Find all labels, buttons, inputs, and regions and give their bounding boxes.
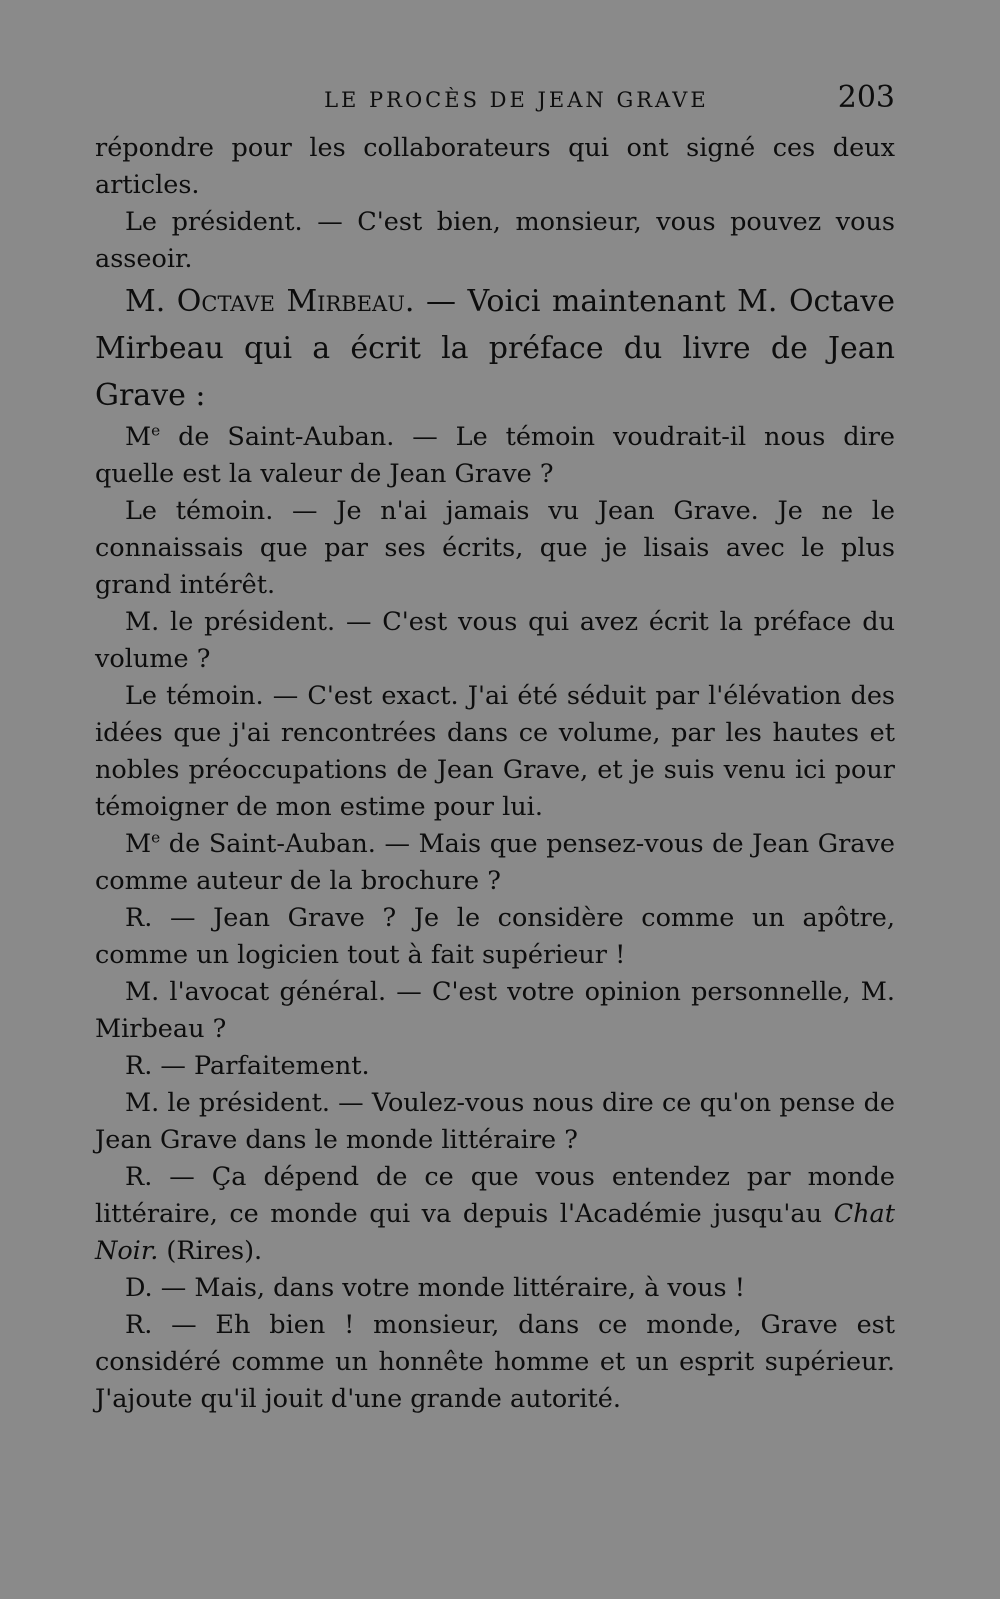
paragraph-text: R. — Ça dépend de ce que vous entendez par monde littéraire, ce monde qui va depuis l'Académie jusqu'au	[95, 1162, 895, 1229]
paragraph: Le témoin. — Je n'ai jamais vu Jean Grave. Je ne le connaissais que par ses écrits, que je lisais avec le plus grand intérêt.	[95, 496, 895, 600]
title-abbrev: M	[125, 422, 152, 452]
paragraph-text: (Rires).	[158, 1236, 263, 1266]
running-head: LE PROCÈS DE JEAN GRAVE	[324, 88, 709, 112]
paragraph: Le témoin. — C'est exact. J'ai été séduit par l'élévation des idées que j'ai rencontrées dans ce volume, par les hautes et nobles préoccupations de Jean Grave, et je suis venu ici pour témoigner de mon estime pour lui.	[95, 681, 895, 822]
title-abbrev: M	[125, 829, 152, 859]
book-page	[95, 80, 895, 1418]
paragraph: D. — Mais, dans votre monde littéraire, à vous !	[125, 1273, 745, 1303]
paragraph	[95, 826, 895, 900]
page-number: 203	[837, 80, 895, 115]
superscript: e	[151, 421, 161, 440]
paragraph-text: de Saint-Auban. — Mais que pensez-vous de Jean Grave comme auteur de la brochure ?	[95, 829, 895, 896]
paragraph-text: — Voici maintenant M. Octave Mirbeau qui a écrit la préface du livre de Jean Grave :	[95, 284, 895, 413]
paragraph	[95, 419, 895, 493]
paragraph: répondre pour les collaborateurs qui ont signé ces deux articles.	[95, 133, 895, 200]
speaker-name: M. Octave Mirbeau.	[125, 284, 415, 319]
paragraph	[95, 1159, 895, 1270]
paragraph-text: de Saint-Auban. — Le témoin voudrait-il nous dire quelle est la valeur de Jean Grave ?	[95, 422, 895, 489]
superscript: e	[151, 828, 161, 847]
paragraph: R. — Eh bien ! monsieur, dans ce monde, Grave est considéré comme un honnête homme et un esprit supérieur. J'ajoute qu'il jouit d'une grande autorité.	[95, 1310, 895, 1414]
page-header	[95, 80, 895, 130]
paragraph: R. — Jean Grave ? Je le considère comme un apôtre, comme un logicien tout à fait supérieur !	[95, 903, 895, 970]
paragraph: M. le président. — Voulez-vous nous dire ce qu'on pense de Jean Grave dans le monde littéraire ?	[95, 1088, 895, 1155]
paragraph: M. l'avocat général. — C'est votre opinion personnelle, M. Mirbeau ?	[95, 977, 895, 1044]
body-text	[95, 130, 895, 1418]
paragraph: R. — Parfaitement.	[125, 1051, 370, 1081]
paragraph: Le président. — C'est bien, monsieur, vous pouvez vous asseoir.	[95, 207, 895, 274]
section-heading-paragraph	[95, 278, 895, 419]
paragraph: M. le président. — C'est vous qui avez écrit la préface du volume ?	[95, 607, 895, 674]
italic-title: Chat Noir.	[95, 1199, 895, 1266]
